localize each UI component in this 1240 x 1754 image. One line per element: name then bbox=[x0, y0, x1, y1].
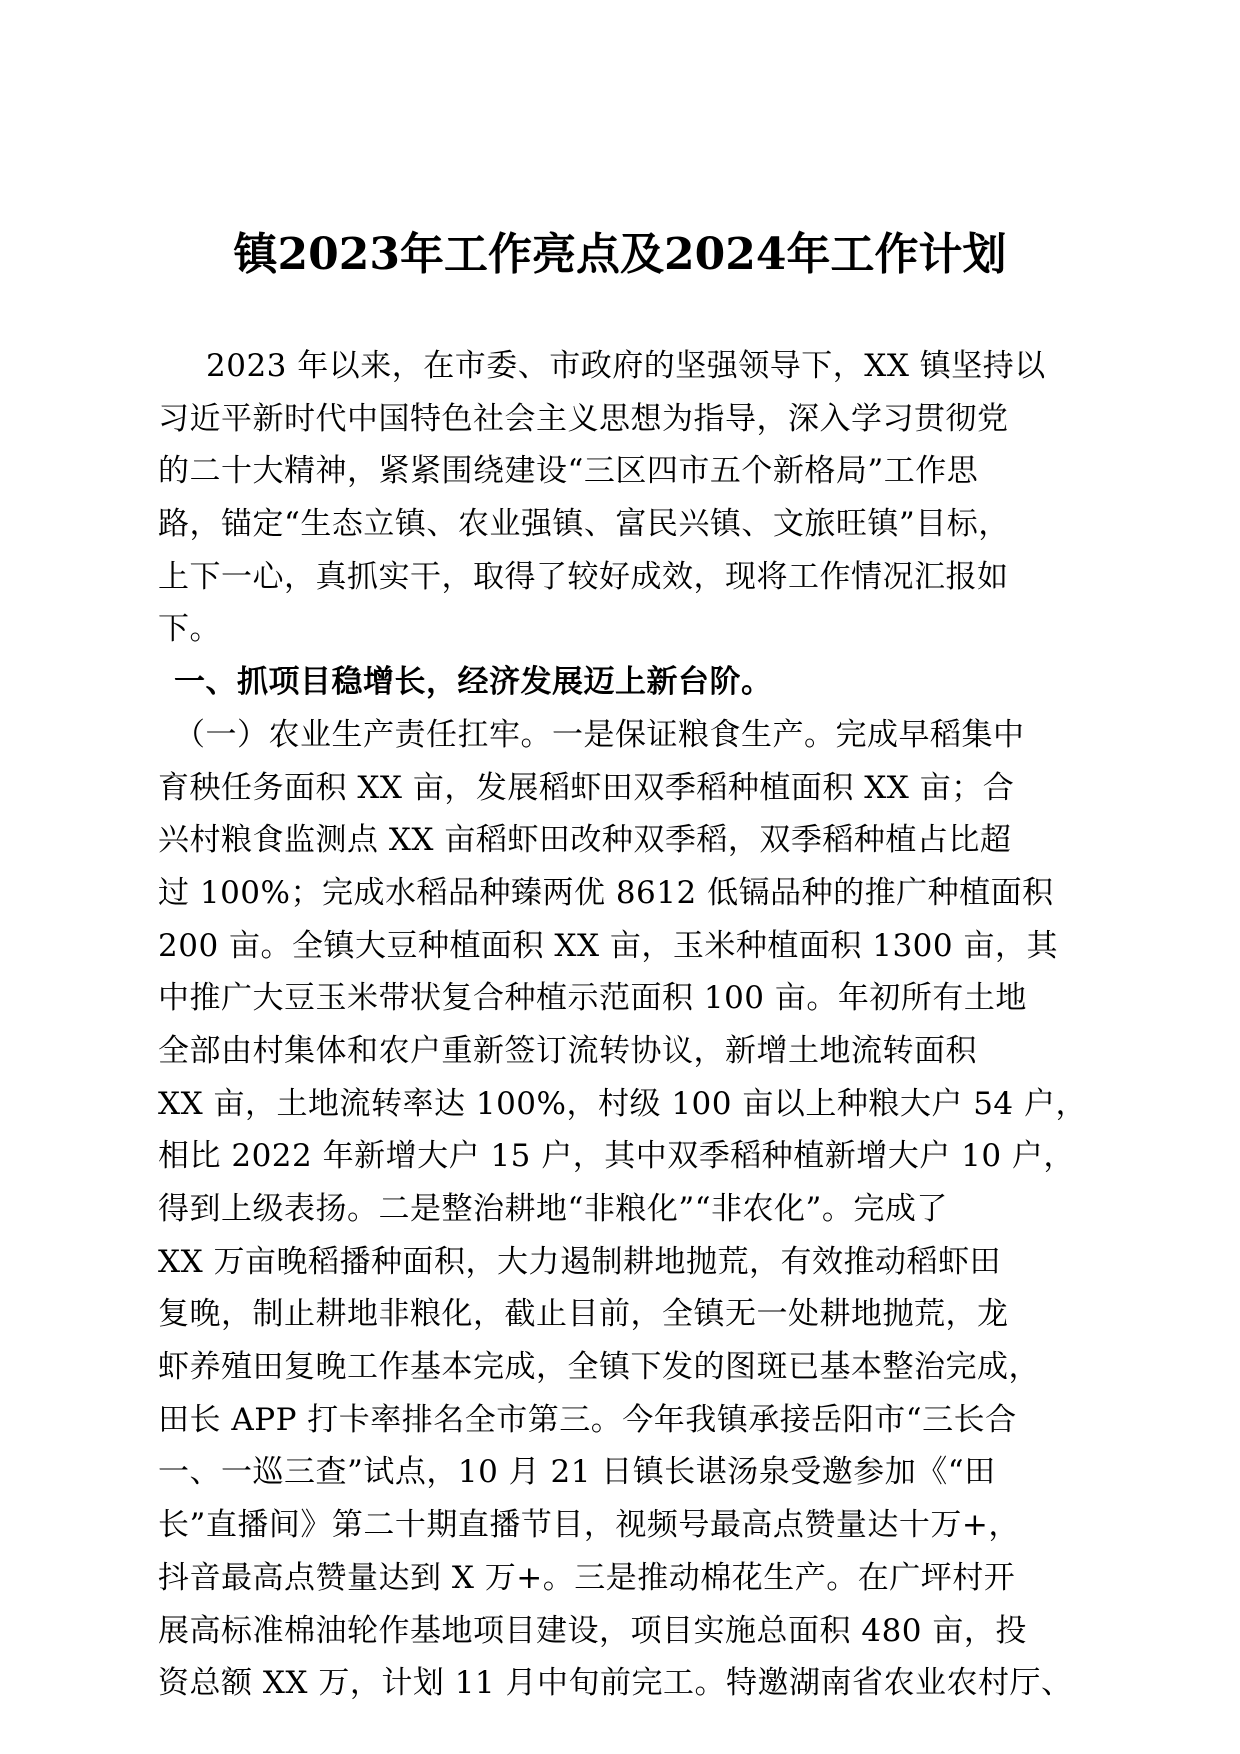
paragraph-line: 相比 2022 年新增大户 15 户，其中双季稻种植新增大户 10 户， bbox=[158, 1138, 1075, 1175]
paragraph-line: 习近平新时代中国特色社会主义思想为指导，深入学习贯彻党 bbox=[158, 400, 1009, 437]
paragraph-line: 抖音最高点赞量达到 X 万+。三是推动棉花生产。在广坪村开 bbox=[158, 1559, 1016, 1596]
paragraph-line: 200 亩。全镇大豆种植面积 XX 亩，玉米种植面积 1300 亩，其 bbox=[158, 927, 1058, 964]
paragraph-line: XX 万亩晚稻播种面积，大力遏制耕地抛荒，有效推动稻虾田 bbox=[158, 1243, 1001, 1280]
paragraph-line: 下。 bbox=[158, 611, 221, 648]
paragraph-line: XX 亩，土地流转率达 100%，村级 100 亩以上种粮大户 54 户， bbox=[158, 1085, 1088, 1122]
paragraph-line: 过 100%；完成水稻品种臻两优 8612 低镉品种的推广种植面积 bbox=[158, 874, 1054, 911]
paragraph-line: 兴村粮食监测点 XX 亩稻虾田改种双季稻，双季稻种植占比超 bbox=[158, 822, 1012, 859]
paragraph-line: 资总额 XX 万，计划 11 月中旬前完工。特邀湖南省农业农村厅、 bbox=[158, 1665, 1073, 1702]
paragraph-line: 的二十大精神，紧紧围绕建设“三区四市五个新格局”工作思 bbox=[158, 453, 979, 490]
paragraph-line: 复晚，制止耕地非粮化，截止目前，全镇无一处耕地抛荒，龙 bbox=[158, 1296, 1009, 1333]
document-title: 镇2023年工作亮点及2024年工作计划 bbox=[233, 229, 1007, 280]
paragraph-line: 得到上级表扬。二是整治耕地“非粮化”“非农化”。完成了 bbox=[158, 1191, 948, 1227]
paragraph-line: 田长 APP 打卡率排名全市第三。今年我镇承接岳阳市“三长合 bbox=[158, 1401, 1017, 1438]
paragraph-line: 长”直播间》第二十期直播节目，视频号最高点赞量达十万+， bbox=[158, 1507, 1020, 1544]
paragraph-line: 育秧任务面积 XX 亩，发展稻虾田双季稻种植面积 XX 亩；合 bbox=[158, 769, 1015, 806]
paragraph-line: 虾养殖田复晚工作基本完成，全镇下发的图斑已基本整治完成， bbox=[158, 1349, 1040, 1386]
paragraph-line: 中推广大豆玉米带状复合种植示范面积 100 亩。年初所有土地 bbox=[158, 980, 1027, 1017]
paragraph-line: 路，锚定“生态立镇、农业强镇、富民兴镇、文旅旺镇”目标， bbox=[158, 506, 1010, 543]
paragraph-line: 展高标准棉油轮作基地项目建设，项目实施总面积 480 亩，投 bbox=[158, 1612, 1027, 1649]
paragraph-line: 2023 年以来，在市委、市政府的坚强领导下，XX 镇坚持以 bbox=[206, 348, 1046, 384]
paragraph-line: 全部由村集体和农户重新签订流转协议，新增土地流转面积 bbox=[158, 1032, 977, 1069]
section-heading: 一、抓项目稳增长，经济发展迈上新台阶。 bbox=[174, 664, 773, 701]
paragraph-line: 上下一心，真抓实干，取得了较好成效，现将工作情况汇报如 bbox=[158, 558, 1009, 595]
paragraph-line: 一、一巡三查”试点，10 月 21 日镇长谌汤泉受邀参加《“田 bbox=[158, 1454, 996, 1491]
document-body bbox=[158, 340, 1088, 1710]
paragraph-line: （一）农业生产责任扛牢。一是保证粮食生产。完成早稻集中 bbox=[174, 716, 1025, 753]
